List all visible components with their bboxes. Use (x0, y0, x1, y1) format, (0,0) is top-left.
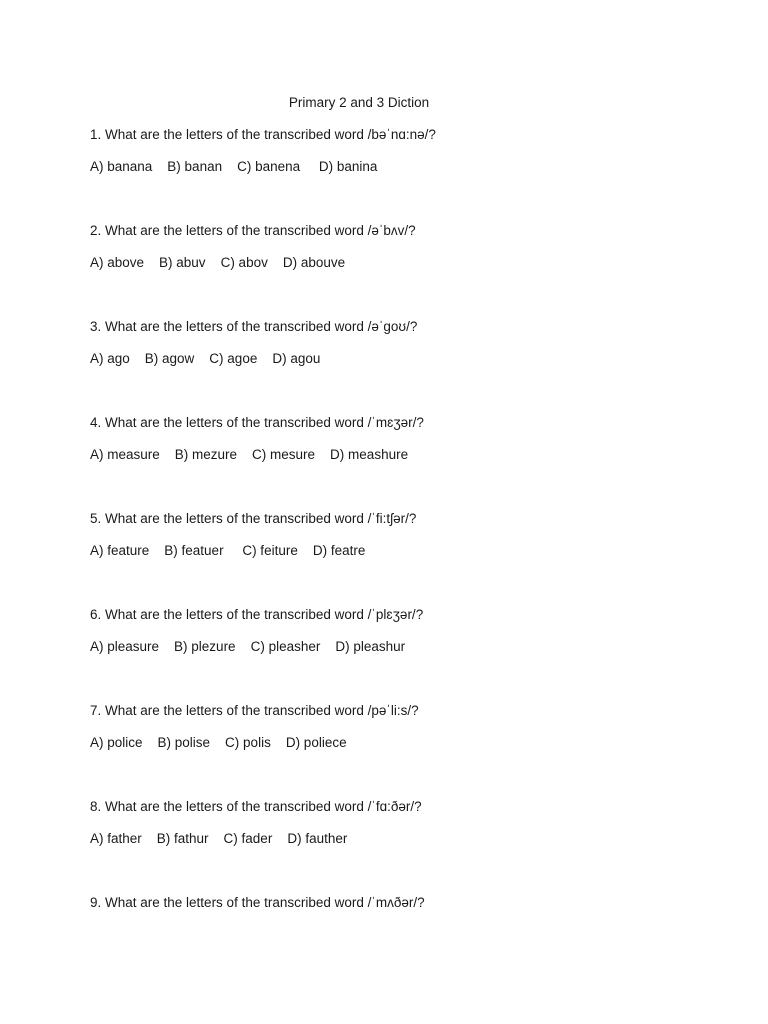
question-text: 6. What are the letters of the transcribed word /ˈplɛʒər/? (90, 607, 424, 622)
answer-options: A) father B) fathur C) fader D) fauther (90, 831, 348, 846)
question-text: 4. What are the letters of the transcribed word /ˈmɛʒər/? (90, 415, 424, 430)
question-text: 2. What are the letters of the transcribed word /əˈbʌv/? (90, 223, 416, 238)
answer-options: A) feature B) featuer C) feiture D) featre (90, 543, 366, 558)
question-8 (90, 798, 730, 848)
question-5 (90, 510, 730, 560)
answer-options: A) measure B) mezure C) mesure D) meashure (90, 447, 409, 462)
answer-options: A) pleasure B) plezure C) pleasher D) pleashur (90, 639, 406, 654)
answer-options: A) ago B) agow C) agoe D) agou (90, 351, 321, 366)
question-1 (90, 126, 730, 176)
answer-options: A) police B) polise C) polis D) poliece (90, 735, 347, 750)
question-3 (90, 318, 730, 368)
question-text: 5. What are the letters of the transcribed word /ˈfi:tʃər/? (90, 511, 417, 526)
question-4 (90, 414, 730, 464)
question-text: 8. What are the letters of the transcribed word /ˈfɑ:ðər/? (90, 799, 422, 814)
question-text: 1. What are the letters of the transcribed word /bəˈnɑ:nə/? (90, 127, 436, 142)
answer-options: A) banana B) banan C) banena D) banina (90, 159, 378, 174)
question-text: 9. What are the letters of the transcribed word /ˈmʌðər/? (90, 895, 425, 910)
question-text: 7. What are the letters of the transcribed word /pəˈli:s/? (90, 703, 419, 718)
question-7 (90, 702, 730, 752)
question-2 (90, 222, 730, 272)
answer-options: A) above B) abuv C) abov D) abouve (90, 255, 346, 270)
question-9 (90, 894, 730, 912)
question-text: 3. What are the letters of the transcribed word /əˈgoʊ/? (90, 319, 418, 334)
document-title: Primary 2 and 3 Diction (288, 95, 430, 110)
question-6 (90, 606, 730, 656)
